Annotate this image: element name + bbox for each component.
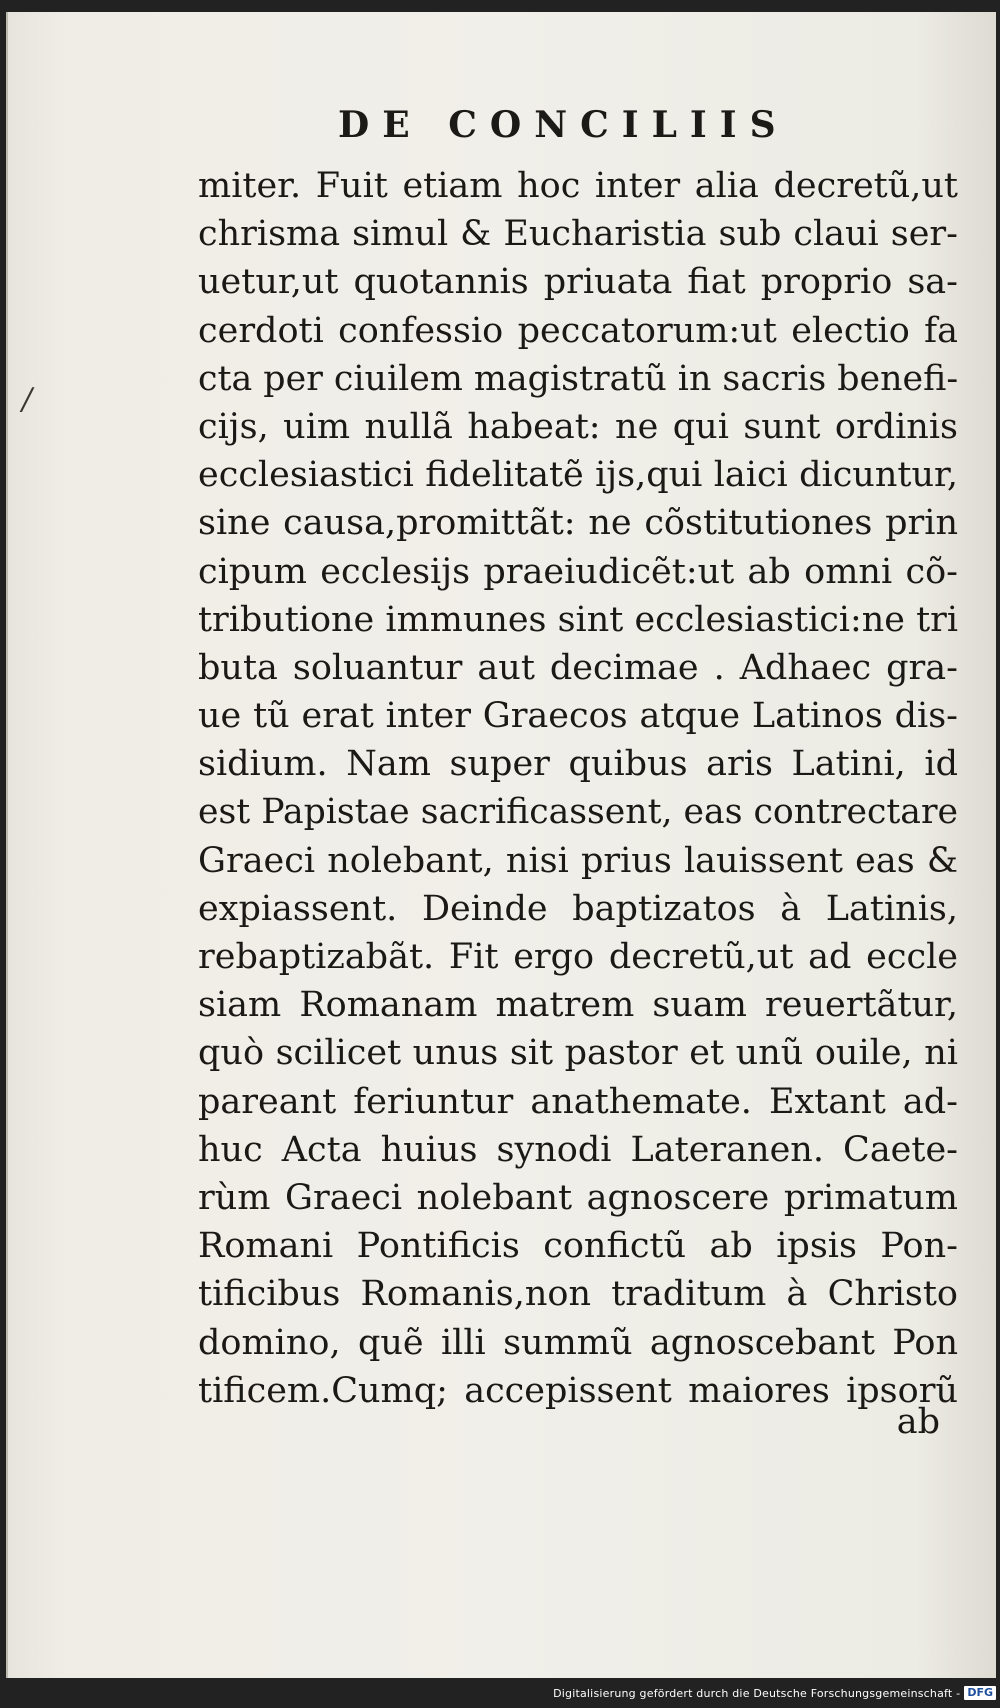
text-line: buta soluantur aut decimae . Adhaec gra- [198,647,958,688]
book-page [6,12,996,1678]
text-line: sidium. Nam super quibus aris Latini, id [198,744,958,785]
text-line: tificibus Romanis,non traditum à Christo [198,1274,958,1315]
text-line: Graeci nolebant, nisi prius lauissent eas & [198,840,958,881]
text-line: miter. Fuit etiam hoc inter alia decretũ,ut [198,166,958,206]
text-line: ue tũ erat inter Graecos atque Latinos dis- [198,696,958,737]
catchword: ab [896,1402,940,1442]
dfg-logo: DFG [964,1686,996,1700]
text-line: cerdoti confessio peccatorum:ut electio fa [198,310,958,351]
text-line: tificem.Cumq; accepissent maiores ipsorũ [198,1370,958,1411]
text-line: huc Acta huius synodi Lateranen. Caete- [198,1129,958,1170]
text-line: uetur,ut quotannis priuata fiat proprio sa- [198,262,958,303]
text-line: expiassent. Deinde baptizatos à Latinis, [198,888,958,929]
text-line: est Papistae sacrificassent, eas contrectare [198,792,958,833]
text-line: cta per ciuilem magistratũ in sacris benefi- [198,358,959,399]
margin-mark: / [22,382,33,417]
text-line: chrisma simul & Eucharistia sub claui ser- [198,214,958,255]
footer-text: Digitalisierung gefördert durch die Deutsche Forschungsgemeinschaft - [553,1686,961,1700]
text-line: rebaptizabãt. Fit ergo decretũ,ut ad eccle [198,937,958,977]
show-through-top [196,90,217,120]
text-line: siam Romanam matrem suam reuertãtur, [198,985,958,1026]
text-line: rùm Graeci nolebant agnoscere primatum [198,1177,958,1218]
text-line: Romani Pontificis confictũ ab ipsis Pon- [198,1226,958,1267]
running-head: DE CONCILIIS [338,104,789,146]
text-line: cipum ecclesijs praeiudicẽt:ut ab omni cõ- [198,551,958,592]
text-line: domino, quẽ illi summũ agnoscebant Pon [198,1322,958,1363]
footer-credit [553,1684,996,1702]
text-line: quò scilicet unus sit pastor et unũ ouile, ni [198,1033,958,1074]
text-line: cijs, uim nullã habeat: ne qui sunt ordinis [198,406,958,447]
text-line: sine causa,promittãt: ne cõstitutiones prin [198,503,958,544]
text-line: ecclesiastici fidelitatẽ ijs,qui laici dicuntur, [198,455,958,496]
text-line: tributione immunes sint ecclesiastici:ne tri [198,599,958,640]
text-line: pareant feriuntur anathemate. Extant ad- [198,1081,958,1122]
text-block [198,162,958,1415]
